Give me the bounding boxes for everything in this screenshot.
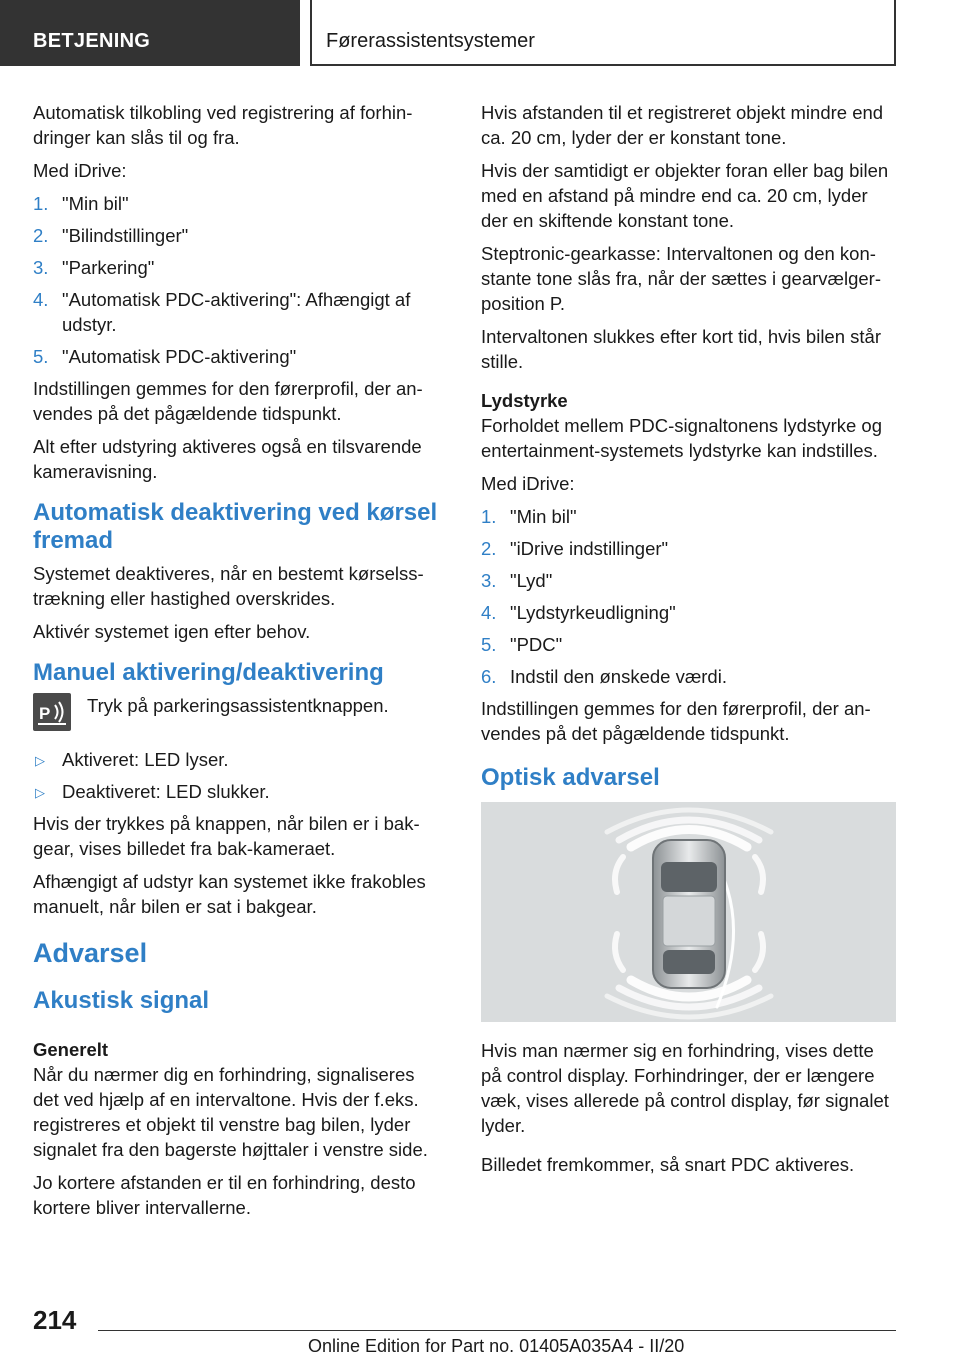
bullet-text: Aktiveret: LED lyser.	[62, 749, 229, 770]
paragraph: Indstillingen gemmes for den førerprofil, der anvendes på det pågældende tidspunkt.	[481, 698, 871, 744]
paragraph: Med iDrive:	[481, 473, 575, 494]
step-number: 4.	[481, 602, 497, 623]
pdc-display-illustration	[481, 802, 896, 1022]
step-number: 5.	[481, 634, 497, 655]
heading-volume: Lydstyrke	[481, 390, 568, 411]
paragraph: Intervaltonen slukkes efter kort tid, hvis bilen står stille.	[481, 326, 881, 372]
heading-optical-warning: Optisk advarsel	[481, 764, 660, 791]
footer-divider	[98, 1330, 896, 1331]
list-item	[481, 536, 891, 561]
step-text: "Lyd"	[510, 570, 553, 591]
step-text: "Bilindstillinger"	[62, 225, 189, 246]
heading-general: Generelt	[33, 1039, 109, 1060]
paragraph: Hvis afstanden til et registreret objekt mindre end ca. 20 cm, lyder der er konstant tone.	[481, 102, 884, 148]
list-item	[33, 223, 443, 248]
right-column	[481, 100, 891, 1185]
steps-list	[33, 191, 443, 369]
step-number: 3.	[481, 570, 497, 591]
step-text: "Parkering"	[62, 257, 155, 278]
paragraph: Billedet fremkommer, så snart PDC aktiveres.	[481, 1154, 855, 1175]
paragraph: Aktivér systemet igen efter behov.	[33, 621, 311, 642]
page-number: 214	[33, 1305, 77, 1335]
paragraph: Hvis man nærmer sig en forhindring, vises dette på control display. Forhindringer, der er længere væk, vises allerede på control display, før signalet lyder.	[481, 1040, 889, 1136]
step-text: "Min bil"	[510, 506, 577, 527]
step-number: 6.	[481, 666, 497, 687]
section-tab	[0, 0, 300, 66]
paragraph: Jo kortere afstanden er til en forhindring, desto kortere bliver intervallerne.	[33, 1172, 416, 1218]
svg-text:P: P	[39, 704, 51, 723]
step-text: "Automatisk PDC-aktivering"	[62, 346, 297, 367]
button-instruction: Tryk på parkeringsassistentknappen.	[87, 695, 389, 716]
paragraph: Systemet deaktiveres, når en bestemt kørselsstrækning eller hastighed overskrides.	[33, 563, 424, 609]
step-number: 2.	[481, 538, 497, 559]
step-number: 4.	[33, 289, 49, 310]
heading-warning: Advarsel	[33, 938, 148, 968]
paragraph: Med iDrive:	[33, 160, 127, 181]
step-text: "Lydstyrkeudligning"	[510, 602, 676, 623]
list-item	[33, 747, 443, 772]
paragraph: Hvis der samtidigt er objekter foran eller bag bilen med en afstand på mindre end ca. 20 cm, lyder der en skiftende konstant tone.	[481, 160, 889, 231]
paragraph: Afhængigt af udstyr kan systemet ikke frakobles manuelt, når bilen er sat i bakgear.	[33, 871, 426, 917]
paragraph: Indstillingen gemmes for den førerprofil, der anvendes på det pågældende tidspunkt.	[33, 378, 423, 424]
step-number: 3.	[33, 257, 49, 278]
page-header	[0, 0, 960, 66]
led-status-list	[33, 747, 443, 804]
step-number: 1.	[481, 506, 497, 527]
paragraph: Alt efter udstyring aktiveres også en tilsvarende kameravisning.	[33, 436, 422, 482]
step-number: 1.	[33, 193, 49, 214]
chapter-tab	[310, 0, 896, 66]
heading-auto-deactivation: Automatisk deaktivering ved kørsel fremad	[33, 499, 438, 554]
step-text: "iDrive indstillinger"	[510, 538, 669, 559]
list-item	[481, 632, 891, 657]
car-top-view-icon	[481, 802, 896, 1022]
step-text: "PDC"	[510, 634, 563, 655]
triangle-bullet-icon: ▷	[35, 785, 45, 800]
paragraph: Hvis der trykkes på knappen, når bilen er i bakgear, vises billedet fra bak-kameraet.	[33, 813, 420, 859]
list-item	[481, 664, 891, 689]
page-footer	[0, 1300, 960, 1362]
section-title: BETJENING	[33, 30, 151, 52]
step-number: 2.	[33, 225, 49, 246]
step-text: "Min bil"	[62, 193, 129, 214]
list-item	[481, 568, 891, 593]
heading-manual-activation: Manuel aktivering/deaktivering	[33, 659, 384, 686]
triangle-bullet-icon: ▷	[35, 753, 45, 768]
steps-list	[481, 504, 891, 689]
list-item	[481, 600, 891, 625]
edition-text: Online Edition for Part no. 01405A035A4 - II/20	[308, 1336, 685, 1356]
parking-assist-button-icon	[33, 693, 71, 731]
list-item	[481, 504, 891, 529]
pdc-button-row	[33, 693, 443, 741]
paragraph: Steptronic-gearkasse: Intervaltonen og den konstante tone slås fra, når der sættes i gearvælgerposition P.	[481, 243, 882, 314]
step-text: Indstil den ønskede værdi.	[510, 666, 727, 687]
left-column	[33, 100, 443, 1228]
bullet-text: Deaktiveret: LED slukker.	[62, 781, 270, 802]
paragraph: Forholdet mellem PDC-signaltonens lydstyrke og entertainment-systemets lydstyrke kan indstilles.	[481, 415, 883, 461]
list-item	[33, 344, 443, 369]
list-item	[33, 287, 443, 337]
list-item	[33, 779, 443, 804]
step-text: "Automatisk PDC-aktivering": Afhængigt af udstyr.	[62, 289, 411, 335]
list-item	[33, 255, 443, 280]
paragraph: Automatisk tilkobling ved registrering af forhindringer kan slås til og fra.	[33, 102, 413, 148]
list-item	[33, 191, 443, 216]
chapter-title: Førerassistentsystemer	[326, 30, 535, 52]
heading-acoustic-signal: Akustisk signal	[33, 987, 210, 1014]
paragraph: Når du nærmer dig en forhindring, signaliseres det ved hjælp af en intervaltone. Hvis der f.eks. registreres et objekt til venstre bag bilen, lyder signalet fra den bagerste højttaler i venstre side.	[33, 1064, 428, 1160]
step-number: 5.	[33, 346, 49, 367]
